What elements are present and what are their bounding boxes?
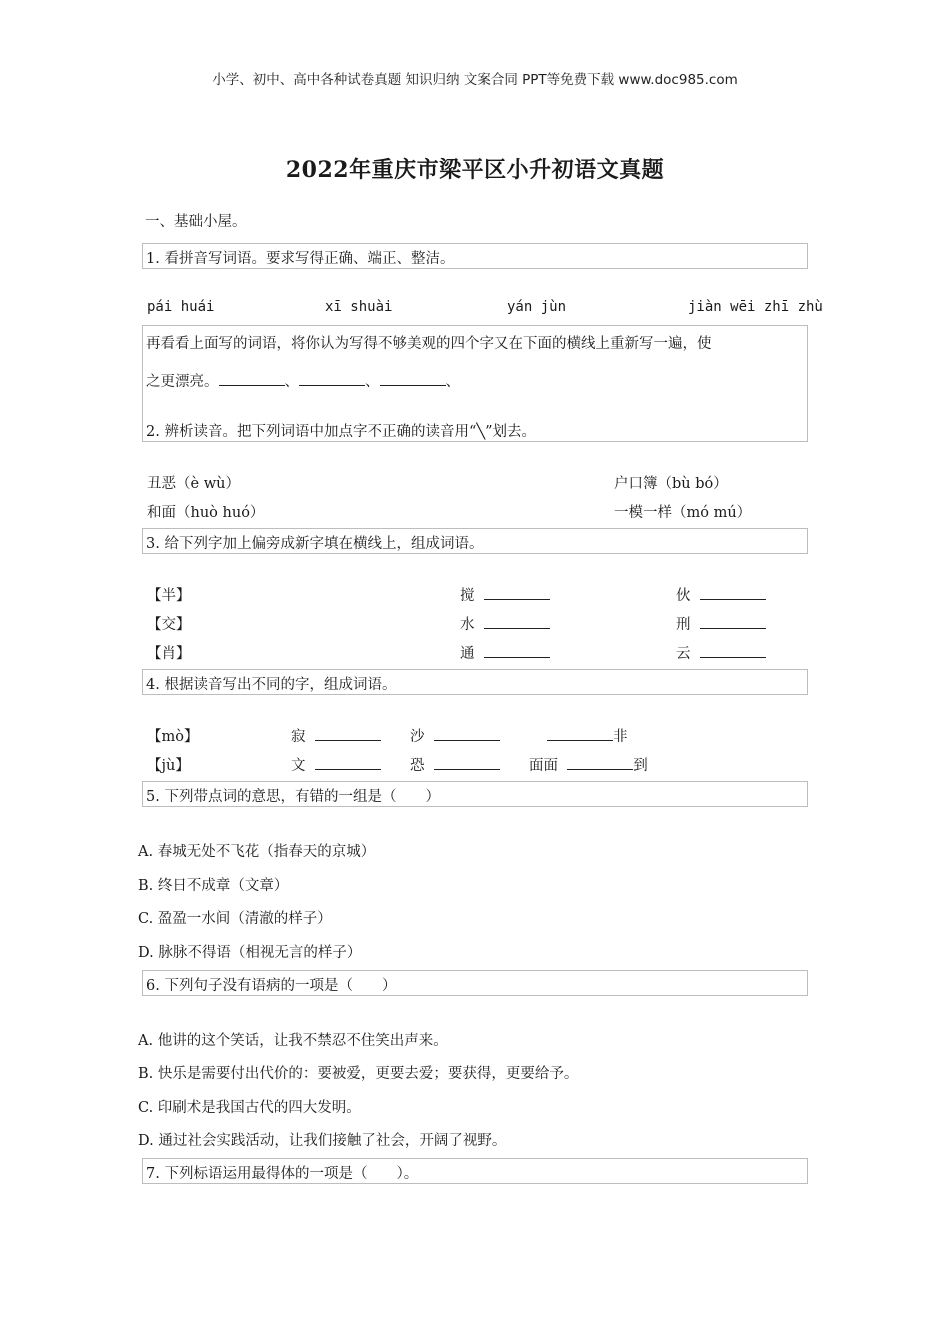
q3-item: 搅 — [460, 584, 550, 605]
pinyin-2: xī shuài — [325, 299, 393, 315]
q4-item: 沙 — [410, 725, 500, 746]
pinyin-1: pái huái — [147, 299, 215, 315]
rewrite-line: 之更漂亮。 、 、 、 — [146, 370, 460, 391]
question-3-prompt: 3. 给下列字加上偏旁成新字填在横线上，组成词语。 — [146, 536, 484, 552]
answer-blank[interactable] — [380, 371, 446, 386]
q6-option-b: B. 快乐是需要付出代价的：要被爱，更要去爱；要获得，更要给予。 — [138, 1066, 579, 1082]
answer-blank[interactable] — [315, 755, 381, 770]
answer-blank[interactable] — [700, 643, 766, 658]
q3-key-2: 【交】 — [147, 617, 191, 633]
q6-option-c: C. 印刷术是我国古代的四大发明。 — [138, 1100, 361, 1116]
question-1-box — [142, 243, 808, 269]
q3-item: 水 — [460, 613, 550, 634]
answer-blank[interactable] — [547, 726, 613, 741]
pinyin-4: jiàn wēi zhī zhù — [688, 299, 823, 315]
q4-key-1: 【mò】 — [147, 729, 199, 745]
q2-item-2: 户口簿（bù bó） — [614, 476, 728, 492]
question-6-box — [142, 970, 808, 996]
answer-blank[interactable] — [484, 614, 550, 629]
question-7-prompt: 7. 下列标语运用最得体的一项是（ ）。 — [146, 1166, 419, 1182]
question-1-prompt: 1. 看拼音写词语。要求写得正确、端正、整洁。 — [146, 251, 455, 267]
q5-option-c: C. 盈盈一水间（清澈的样子） — [138, 911, 332, 927]
answer-blank[interactable] — [700, 585, 766, 600]
q2-item-4: 一模一样（mó mú） — [614, 505, 752, 521]
q3-key-1: 【半】 — [147, 588, 191, 604]
answer-blank[interactable] — [484, 643, 550, 658]
answer-blank[interactable] — [484, 585, 550, 600]
answer-blank[interactable] — [700, 614, 766, 629]
answer-blank[interactable] — [299, 371, 365, 386]
page-title: 2022年重庆市梁平区小升初语文真题 — [285, 157, 665, 183]
q3-item: 通 — [460, 642, 550, 663]
question-7-box — [142, 1158, 808, 1184]
question-1-2-box — [142, 325, 808, 442]
question-5-prompt: 5. 下列带点词的意思，有错的一组是（ ） — [146, 789, 440, 805]
q3-item: 刑 — [676, 613, 766, 634]
q3-item: 伙 — [676, 584, 766, 605]
q5-option-b: B. 终日不成章（文章） — [138, 878, 289, 894]
q5-option-a: A. 春城无处不飞花（指春天的京城） — [138, 844, 376, 860]
question-4-box — [142, 669, 808, 695]
q2-item-3: 和面（huò huó） — [147, 505, 265, 521]
q6-option-d: D. 通过社会实践活动，让我们接触了社会，开阔了视野。 — [138, 1133, 507, 1149]
q4-item: 面面 到 — [529, 754, 648, 775]
question-3-box — [142, 528, 808, 554]
answer-blank[interactable] — [567, 755, 633, 770]
q4-key-2: 【jù】 — [147, 758, 190, 774]
page-header: 小学、初中、高中各种试卷真题 知识归纳 文案合同 PPT等免费下载 www.doc985.com — [212, 72, 738, 88]
q2-item-1: 丑恶（è wù） — [147, 476, 240, 492]
answer-blank[interactable] — [219, 371, 285, 386]
question-4-prompt: 4. 根据读音写出不同的字，组成词语。 — [146, 677, 397, 693]
question-2-prompt: 2. 辨析读音。把下列词语中加点字不正确的读音用“╲”划去。 — [146, 424, 536, 440]
answer-blank[interactable] — [434, 755, 500, 770]
q4-item: 恐 — [410, 754, 500, 775]
pinyin-3: yán jùn — [507, 299, 567, 315]
question-6-prompt: 6. 下列句子没有语病的一项是（ ） — [146, 978, 397, 994]
rewrite-instruction: 再看看上面写的词语，将你认为写得不够美观的四个字又在下面的横线上重新写一遍，使 — [146, 336, 712, 352]
q6-option-a: A. 他讲的这个笑话，让我不禁忍不住笑出声来。 — [138, 1033, 448, 1049]
answer-blank[interactable] — [434, 726, 500, 741]
q3-key-3: 【肖】 — [147, 646, 191, 662]
section-heading: 一、基础小屋。 — [145, 214, 247, 230]
q3-item: 云 — [676, 642, 766, 663]
q5-option-d: D. 脉脉不得语（相视无言的样子） — [138, 945, 362, 961]
q4-item: 寂 — [291, 725, 381, 746]
question-5-box — [142, 781, 808, 807]
q4-item: 文 — [291, 754, 381, 775]
q4-item: 非 — [547, 725, 628, 746]
answer-blank[interactable] — [315, 726, 381, 741]
